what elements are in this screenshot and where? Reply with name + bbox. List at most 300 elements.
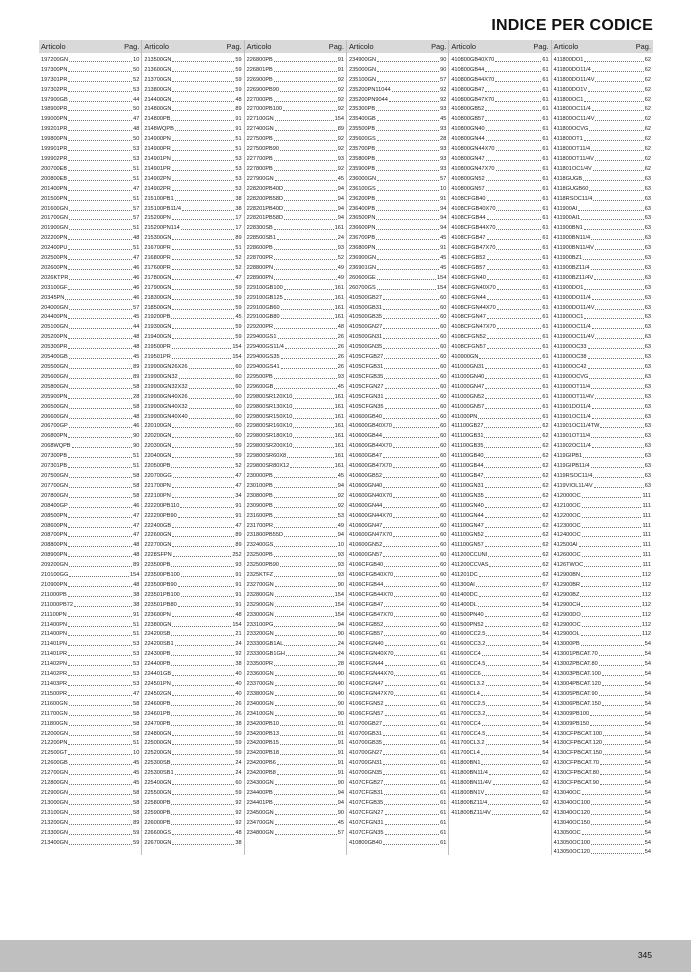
index-row [245,469,346,479]
page-ref: 93 [440,155,447,162]
leader-dots [582,536,642,537]
leader-dots [275,715,337,716]
leader-dots [486,180,542,181]
leader-dots [274,794,337,795]
article-code: 411900OC11/4 [553,324,591,331]
leader-dots [175,130,235,131]
index-row [245,727,346,737]
index-row [347,281,448,291]
page-ref: 63 [644,443,651,450]
index-row [552,776,653,786]
article-code: 412900CH [553,601,581,608]
page-ref: 48 [337,324,344,331]
page-ref: 54 [644,770,651,777]
leader-dots [485,517,542,518]
article-code: 4105CFGN27 [348,383,384,390]
index-row [449,509,550,519]
page-ref: 94 [337,195,344,202]
page-ref: 90 [337,671,344,678]
page-ref: 61 [542,245,549,252]
page-ref: 38 [235,205,242,212]
page-ref: 61 [542,354,549,361]
page-ref: 59 [235,334,242,341]
page-ref: 94 [440,225,447,232]
leader-dots [68,665,132,666]
article-code: 411900BZ11/4V [553,274,594,281]
index-row [449,717,550,727]
index-row [39,281,141,291]
article-code: 202500PN [41,255,68,262]
page-ref: 51 [133,245,140,252]
index-row [245,737,346,747]
index-row [142,469,243,479]
leader-dots [280,150,337,151]
article-code: 197302PR [41,86,68,93]
leader-dots [277,774,337,775]
article-code: 222700GN [144,542,172,549]
index-row [552,746,653,756]
index-row [347,608,448,618]
index-row [552,816,653,826]
leader-dots [377,71,439,72]
index-row [449,657,550,667]
leader-dots [68,140,132,141]
index-row [449,558,550,568]
index-row [449,796,550,806]
article-code: 411100GN35 [451,492,484,499]
index-row [39,628,141,638]
page-ref: 62 [542,770,549,777]
page-ref: 93 [440,146,447,153]
article-code: 412200OC [553,512,581,519]
page-ref: 59 [235,324,242,331]
leader-dots [172,844,234,845]
page-ref: 91 [440,245,447,252]
article-code: 412900BN [553,572,581,579]
leader-dots [68,160,132,161]
page-ref: 54 [644,849,651,856]
page-ref: 61 [440,710,447,717]
article-code: 20345PN [41,294,65,301]
article-code: 232900GN [246,601,274,608]
index-row [245,667,346,677]
index-row [39,677,141,687]
leader-dots [383,527,439,528]
page-ref: 91 [337,56,344,63]
page-ref: 60 [235,413,242,420]
leader-dots [68,190,132,191]
article-code: 220300GN [144,443,172,450]
index-row [245,410,346,420]
index-row [449,212,550,222]
leader-dots [394,596,439,597]
leader-dots [383,744,439,745]
leader-dots [486,190,542,191]
article-code: 413006PBCAT.150 [553,700,601,707]
page-ref: 53 [235,185,242,192]
article-code: 412900DO [553,611,581,618]
leader-dots [274,487,337,488]
index-row [449,380,550,390]
page-ref: 54 [644,750,651,757]
article-code: 411900OC38 [553,354,587,361]
page-ref: 60 [235,403,242,410]
article-code: 411600CC4.5 [451,661,486,668]
leader-dots [68,180,132,181]
index-row [347,320,448,330]
leader-dots [69,388,132,389]
index-row [245,122,346,132]
leader-dots [588,348,644,349]
page-ref: 52 [337,255,344,262]
leader-dots [284,645,336,646]
page-ref: 38 [133,591,140,598]
index-row [142,618,243,628]
index-row [142,63,243,73]
page-ref: 48 [235,96,242,103]
leader-dots [172,239,234,240]
article-code: 199902PR [41,155,68,162]
index-row [347,727,448,737]
index-row [449,182,550,192]
index-row [39,509,141,519]
page-ref: 62 [644,136,651,143]
index-row [142,53,243,63]
index-row [142,93,243,103]
leader-dots [274,556,337,557]
leader-dots [383,328,439,329]
leader-dots [172,289,234,290]
index-row [245,786,346,796]
page-ref: 58 [133,492,140,499]
page-ref: 51 [235,245,242,252]
page-ref: 63 [644,354,651,361]
article-code: 225000GN [144,740,172,747]
page-ref: 93 [337,245,344,252]
leader-dots [277,764,337,765]
index-row [449,637,550,647]
article-code: 235500PB [348,126,376,133]
article-code: 411800DO1 [553,56,584,63]
article-code: 202200PN [41,235,68,242]
article-code: 212500GT [41,750,68,757]
article-code: 228500SB1 [246,235,276,242]
leader-dots [489,774,542,775]
leader-dots [65,299,132,300]
article-code: 227100GN [246,116,274,123]
leader-dots [178,606,235,607]
article-code: 219200PB [144,314,171,321]
page-ref: 61 [440,789,447,796]
article-code: 410800GB52 [451,106,485,113]
leader-dots [476,586,542,587]
article-code: 214902PR [144,185,171,192]
article-code: 411600CL4 [451,690,480,697]
leader-dots [172,744,234,745]
article-code: 413005PBCAT.90 [553,690,598,697]
article-code: 411400DC [451,591,478,598]
leader-dots [486,715,541,716]
page-ref: 61 [542,106,549,113]
index-row [552,350,653,360]
index-row [245,142,346,152]
page-ref: 54 [644,740,651,747]
leader-dots [481,754,542,755]
leader-dots [384,566,439,567]
page-ref: 89 [235,532,242,539]
page-ref: 92 [337,96,344,103]
article-code: 236200PB [348,195,376,202]
page-ref: 61 [440,641,447,648]
leader-dots [484,437,541,438]
leader-dots [591,824,644,825]
leader-dots [69,705,132,706]
leader-dots [173,477,235,478]
leader-dots [383,437,439,438]
index-row [39,112,141,122]
index-row [552,846,653,856]
page-ref: 47 [133,185,140,192]
leader-dots [383,457,439,458]
article-code: 235300PB [348,106,376,113]
leader-dots [172,685,235,686]
index-row [142,360,243,370]
index-row [449,221,550,231]
article-code: 229800SR130X10 [246,403,293,410]
page-ref: 54 [644,799,651,806]
page-ref: 60 [235,423,242,430]
leader-dots [486,735,541,736]
page-ref: 54 [644,671,651,678]
article-code: 413050OC [553,829,581,836]
leader-dots [172,626,231,627]
page-ref: 62 [542,492,549,499]
index-row [245,162,346,172]
index-row [449,261,550,271]
article-code: 219900GN32X32 [144,383,188,390]
page-ref: 54 [542,710,549,717]
article-code: 223501PB80 [144,601,177,608]
leader-dots [69,427,132,428]
leader-dots [376,219,439,220]
article-code: 222400GB [144,522,172,529]
leader-dots [385,408,440,409]
page-ref: 53 [133,641,140,648]
article-code: 4119VIOL11/4V [553,482,593,489]
index-row [39,142,141,152]
index-row [245,449,346,459]
leader-dots [485,497,542,498]
article-code: 410600GN47X70 [348,532,393,539]
article-code: 219900GN40X32 [144,403,188,410]
page-ref: 63 [644,225,651,232]
page-ref: 60 [440,433,447,440]
page-ref: 34 [235,492,242,499]
article-code: 234100GN [246,710,274,717]
page-ref: 59 [235,86,242,93]
leader-dots [172,299,234,300]
article-code: 214901PR [144,165,171,172]
leader-dots [189,418,235,419]
index-row [449,340,550,350]
leader-dots [172,279,234,280]
leader-dots [581,606,641,607]
article-code: 4105CFGB31 [348,364,384,370]
page-ref: 94 [337,789,344,796]
article-code: 4106CFGB44X70 [348,591,394,598]
leader-dots [172,487,235,488]
article-code: 411000GN57 [451,403,485,410]
page-ref: 45 [133,770,140,777]
leader-dots [172,81,234,82]
page-ref: 51 [133,740,140,747]
index-row [142,429,243,439]
index-row [245,826,346,836]
index-row [347,529,448,539]
index-row [39,420,141,430]
page-ref: 63 [644,403,651,410]
leader-dots [283,110,337,111]
index-row [142,489,243,499]
article-code: 411800DO11/4V [553,76,595,83]
index-row [552,598,653,608]
leader-dots [171,566,234,567]
column-header [142,40,243,53]
index-row [347,350,448,360]
page-ref: 59 [235,304,242,311]
page-ref: 62 [542,789,549,796]
leader-dots [589,130,643,131]
index-row [449,529,550,539]
leader-dots [181,596,235,597]
page-ref: 61 [542,56,549,63]
article-code: 224601PB [144,710,171,717]
leader-dots [495,101,541,102]
page-ref: 62 [644,86,651,93]
article-code: 205200PN [41,334,68,341]
index-row [449,737,550,747]
page-ref: 60 [440,621,447,628]
index-row [142,390,243,400]
leader-dots [486,744,542,745]
page-ref: 63 [644,294,651,301]
leader-dots [393,497,439,498]
leader-dots [171,120,234,121]
index-row [39,182,141,192]
index-row [347,538,448,548]
article-code: 413001PBCAT.70 [553,651,598,658]
index-row [347,429,448,439]
article-code: 229800SR80X12 [246,463,290,470]
leader-dots [496,150,542,151]
leader-dots [478,418,541,419]
leader-dots [384,606,439,607]
index-row [552,578,653,588]
article-code: 411900DO1 [553,284,584,291]
article-code: 214400GN [144,96,172,103]
article-code: 410800GN47 [451,155,485,162]
index-row [347,439,448,449]
index-row [39,360,141,370]
index-row [142,826,243,836]
page-ref: 50 [133,66,140,73]
index-row [142,330,243,340]
index-row [449,350,550,360]
page-ref: 60 [440,373,447,380]
index-row [142,598,243,608]
index-row [39,657,141,667]
leader-dots [69,210,132,211]
page-ref: 60 [440,413,447,420]
page-ref: 61 [440,730,447,737]
index-row [552,667,653,677]
leader-dots [171,705,234,706]
index-row [449,578,550,588]
index-row [245,221,346,231]
index-row [245,370,346,380]
article-code: 410700GN31 [348,760,383,767]
page-ref: 59 [235,76,242,83]
article-code: 213700GN [144,76,172,83]
index-row [449,231,550,241]
article-code: 228200PB40D [246,185,284,192]
page-ref: 94 [337,621,344,628]
index-row [552,162,653,172]
page-ref: 46 [133,502,140,509]
index-row [39,400,141,410]
article-code: 4119GIPB11/4 [553,463,590,470]
article-code: 4118GUGB60 [553,185,589,192]
index-row [552,429,653,439]
article-code: 4107CFGB35 [348,799,384,806]
leader-dots [275,834,337,835]
leader-dots [278,338,337,339]
index-row [552,122,653,132]
leader-dots [599,655,644,656]
leader-dots [486,645,541,646]
page-ref: 59 [235,443,242,450]
article-code: 411800OC11/4V [553,116,595,123]
leader-dots [481,764,541,765]
page-ref: 54 [644,661,651,668]
leader-dots [600,784,644,785]
article-code: 4130CFPBCAT.80 [553,770,599,777]
leader-dots [485,120,541,121]
page-ref: 54 [542,661,549,668]
article-code: 205100GN [41,324,69,331]
page-ref: 62 [542,611,549,618]
index-row [552,142,653,152]
leader-dots [175,774,235,775]
article-code: 234200PB6 [246,760,276,767]
leader-dots [393,467,439,468]
index-row [39,172,141,182]
index-row [245,558,346,568]
page-ref: 61 [440,681,447,687]
article-code: 200800EB [41,175,68,182]
page-ref: 93 [440,165,447,172]
article-code: 224400PB [144,661,171,668]
article-code: 234200PB18 [246,750,280,757]
article-code: 412900OL [553,631,580,638]
article-code: 228800PN [246,264,274,271]
article-code: 411600CC2.5 [451,631,486,638]
article-code: 4107CFGB27 [348,780,384,787]
index-row [39,63,141,73]
index-row [449,677,550,687]
leader-dots [581,576,641,577]
article-code: 236000GN [348,175,377,182]
